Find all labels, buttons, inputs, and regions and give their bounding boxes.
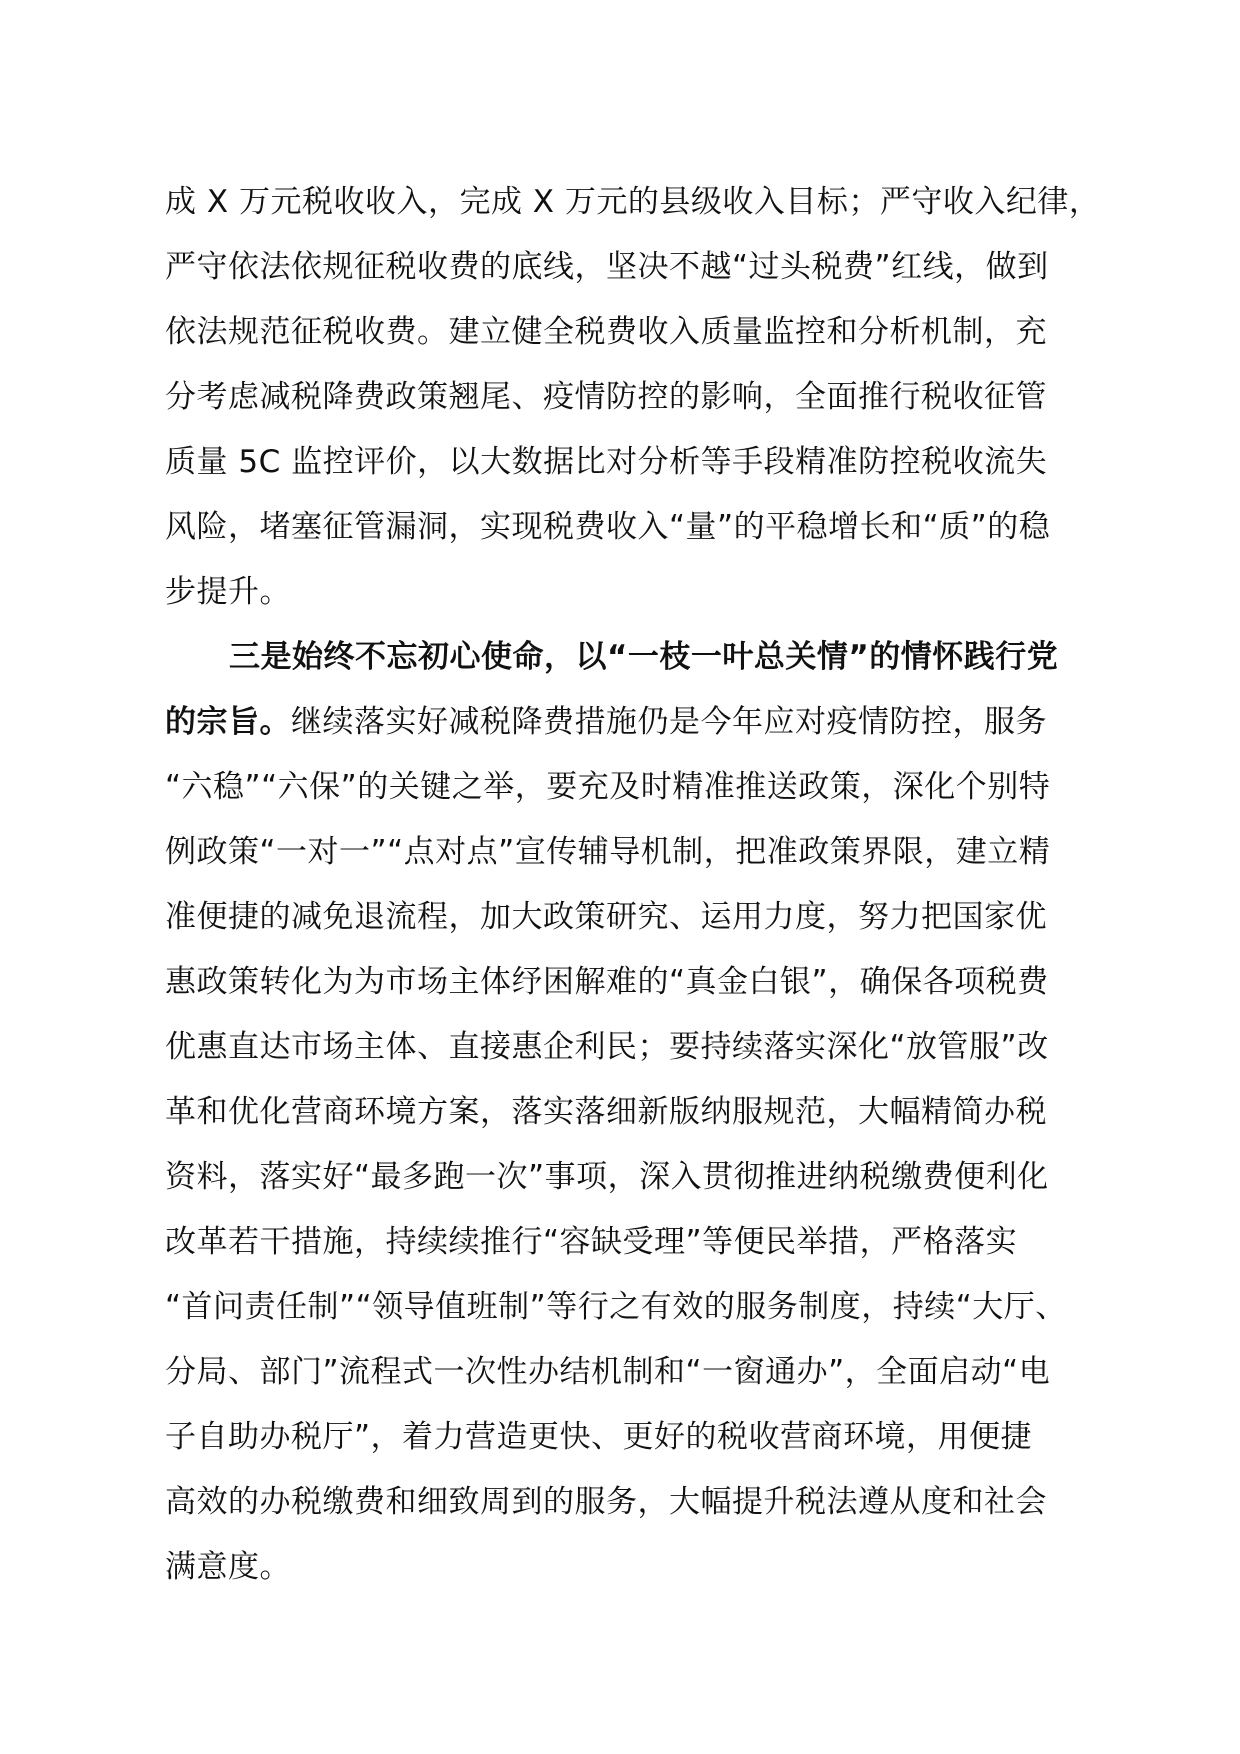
text-line: 优惠直达市场主体、直接惠企利民；要持续落实深化“放管服”改 — [165, 1029, 1049, 1065]
paragraph-heading: 三是始终不忘初心使命，以“一枝一叶总关情”的情怀践行党 — [229, 639, 1059, 675]
text-line: 革和优化营商环境方案，落实落细新版纳服规范，大幅精简办税 — [165, 1094, 1047, 1130]
text-line: 步提升。 — [165, 574, 291, 610]
text-line: 例政策“一对一”“点对点”宣传辅导机制，把准政策界限，建立精 — [165, 834, 1051, 870]
text-line: 成 X 万元税收收入，完成 X 万元的县级收入目标；严守收入纪律， — [165, 184, 1101, 220]
text-line: 严守依法依规征税收费的底线，坚决不越“过头税费”红线，做到 — [165, 249, 1049, 285]
text-run: 继续落实好减税降费措施仍是今年应对疫情防控，服务 — [291, 704, 1047, 740]
text-line: 风险，堵塞征管漏洞，实现税费收入“量”的平稳增长和“质”的稳 — [165, 509, 1051, 545]
text-line: 满意度。 — [165, 1549, 291, 1585]
text-line: 惠政策转化为为市场主体纾困解难的“真金白银”，确保各项税费 — [165, 964, 1049, 1000]
text-line: 质量 5C 监控评价，以大数据比对分析等手段精准防控税收流失 — [165, 444, 1048, 480]
text-line: 分局、部门”流程式一次性办结机制和“一窗通办”，全面启动“电 — [165, 1354, 1051, 1390]
document-body — [165, 170, 1125, 1600]
text-line: “六稳”“六保”的关键之举，要充及时精准推送政策，深化个别特 — [165, 769, 1051, 805]
text-line — [165, 690, 1125, 755]
text-line: 准便捷的减免退流程，加大政策研究、运用力度，努力把国家优 — [165, 899, 1047, 935]
text-line: 子自助办税厅”，着力营造更快、更好的税收营商环境，用便捷 — [165, 1419, 1033, 1455]
text-line: 高效的办税缴费和细致周到的服务，大幅提升税法遵从度和社会 — [165, 1484, 1047, 1520]
text-line: 分考虑减税降费政策翘尾、疫情防控的影响，全面推行税收征管 — [165, 379, 1047, 415]
text-line: 依法规范征税收费。建立健全税费收入质量监控和分析机制，充 — [165, 314, 1047, 350]
text-line: 资料，落实好“最多跑一次”事项，深入贯彻推进纳税缴费便利化 — [165, 1159, 1049, 1195]
text-line: 改革若干措施，持续续推行“容缺受理”等便民举措，严格落实 — [165, 1224, 1018, 1260]
paragraph-service — [165, 625, 1125, 1600]
text-line: “首问责任制”“领导值班制”等行之有效的服务制度，持续“大厅、 — [165, 1289, 1067, 1325]
paragraph-heading-end: 的宗旨。 — [165, 704, 291, 740]
paragraph-revenue — [165, 170, 1125, 625]
